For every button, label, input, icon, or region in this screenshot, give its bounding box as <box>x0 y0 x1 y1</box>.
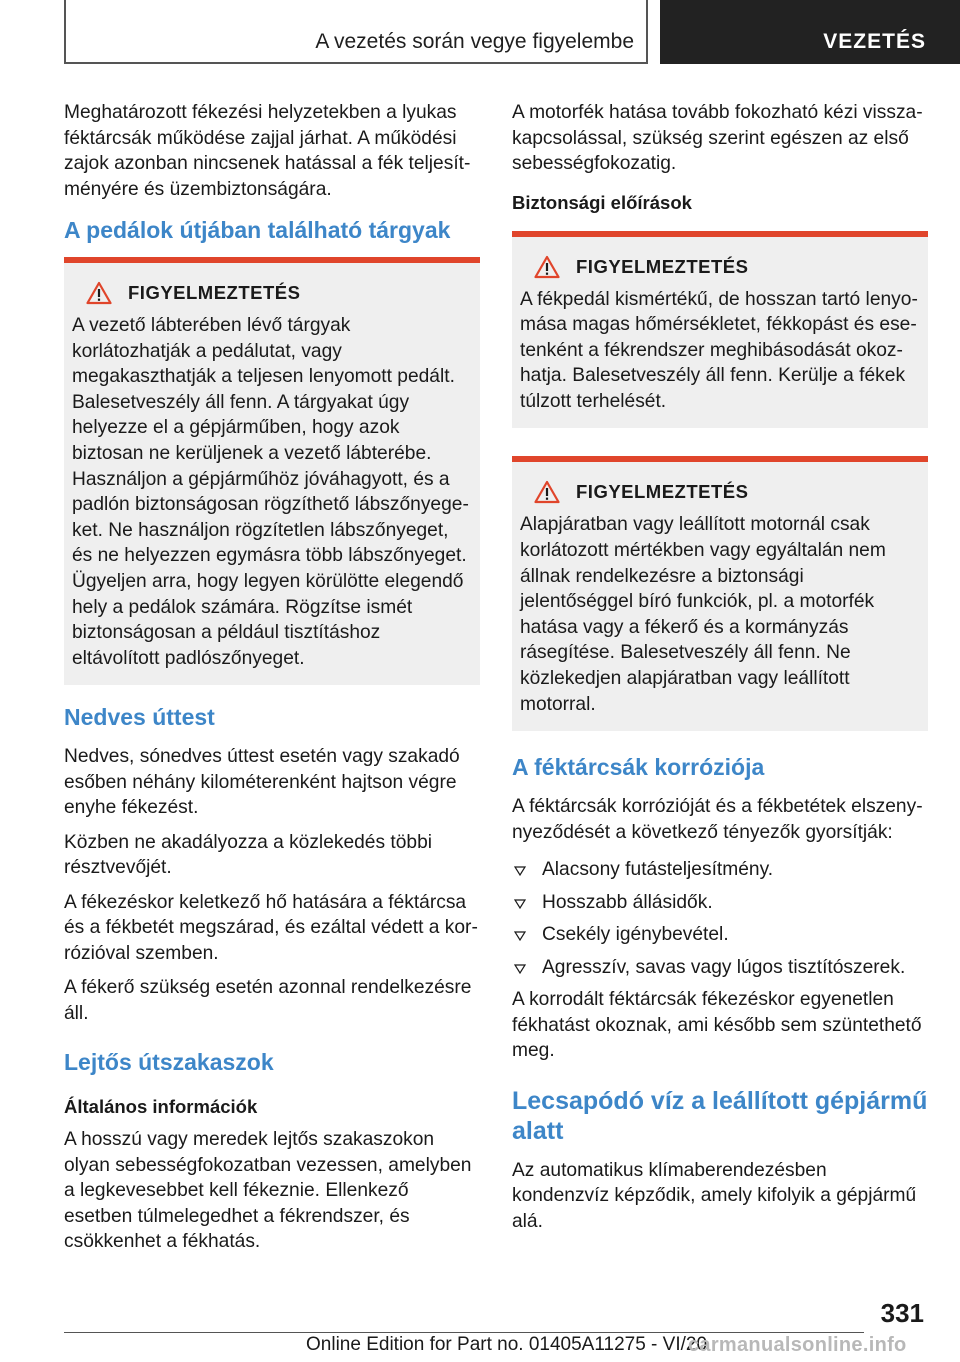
warning-title: FIGYELMEZTETÉS <box>128 282 301 303</box>
warning-title: FIGYELMEZTETÉS <box>576 255 749 277</box>
slopes-paragraph: A hosszú vagy meredek lejtős szakaszokon olyan sebességfokozatban vezessen, amelyben a legkevesebbet kell fékeznie. Ellenkező esetben túlmelegedhet a fékrendszer, és csökkenhet a fékhatás. <box>64 1129 472 1253</box>
warning-title: FIGYELMEZTETÉS <box>576 481 749 503</box>
warning-box-pedals <box>64 257 480 685</box>
corrosion-list <box>512 857 928 980</box>
watermark: carmanualsonline.info <box>688 1334 907 1356</box>
corrosion-heading: A féktárcsák korróziója <box>512 754 765 781</box>
chapter-title: A vezetés során vegye figyelembe <box>315 30 634 53</box>
warning-triangle-icon <box>86 281 112 305</box>
warning-header <box>520 480 918 504</box>
triangle-bullet-icon <box>514 866 526 876</box>
warning-triangle-icon <box>534 480 560 504</box>
condensate-heading: Lecsapódó víz a leállított gépjármű alatt <box>512 1086 928 1145</box>
intro-paragraph: Meghatározott fékezési helyzetekben a lyukas féktárcsák működése zajjal járhat. A működési zajok azonban nincsenek hatással a fék teljesítményére és üzembiztonságára. <box>64 102 471 200</box>
general-info-subheading: Általános információk <box>64 1096 258 1118</box>
left-column <box>64 100 480 1264</box>
edition-label: Online Edition for Part no. 01405A11275 - VI/20 <box>306 1334 708 1355</box>
warning-header <box>72 281 470 305</box>
slopes-heading: Lejtős útszakaszok <box>64 1049 274 1076</box>
warning-box-idle <box>512 456 928 731</box>
wet-paragraph-1: Nedves, sónedves úttest esetén vagy szakadó esőben néhány kilométerenként hajtson végre enyhe fékezést. <box>64 746 460 819</box>
wet-paragraph-3: A fékezéskor keletkező hő hatására a féktárcsa és a fékbetét megszárad, és ezáltal védett a korrózióval szemben. <box>64 891 478 964</box>
safety-subheading: Biztonsági előírások <box>512 191 692 213</box>
wet-road-heading: Nedves úttest <box>64 704 215 731</box>
warning-text: A fékpedál kismértékű, de hosszan tartó lenyomása magas hőmérsékletet, fékkopást és esetenként a fékrendszer meghibásodását okozhatja. Balesetveszély áll fenn. Kerülje a fékek túlzott terhelését. <box>520 288 918 412</box>
pedals-heading: A pedálok útjában található tárgyak <box>64 217 451 243</box>
list-item <box>512 890 928 916</box>
warning-text: A vezető lábterében lévő tárgyak korlátozhatják a pedálutat, vagy megakaszthatják a teljesen lenyomott pedált. Balesetveszély áll fenn. A tárgyakat úgy helyezze el a gépjárműben, hogy azok biztosan ne kerüljenek a vezető lábterébe. Használjon a gépjárműhöz jóváhagyott, és a padlón biztonságosan rögzíthető lábszőnyegeket. Ne használjon rögzítetlen lábszőnyeget, és ne helyezzen egymásra több lábszőnyeget. Ügyeljen arra, hogy legyen körülötte elegendő hely a pedálok számára. Rögzítse ismét biztonságosan a például tisztításhoz eltávolított padlószőnyeget. <box>72 315 469 669</box>
list-item-text: Hosszabb állásidők. <box>542 891 713 913</box>
header-chapter-box <box>64 0 648 64</box>
engine-brake-paragraph: A motorfék hatása tovább fokozható kézi visszakapcsolással, szükség szerint egészen az első sebességfokozatig. <box>512 102 923 174</box>
wet-paragraph-2: Közben ne akadályozza a közlekedés többi résztvevőjét. <box>64 831 433 879</box>
list-item <box>512 955 928 981</box>
page-number: 331 <box>880 1298 924 1328</box>
triangle-bullet-icon <box>514 899 526 909</box>
list-item-text: Agresszív, savas vagy lúgos tisztítószerek. <box>542 956 906 978</box>
corrosion-intro: A féktárcsák korrózióját és a fékbetétek elszenynyeződését a következő tényezők gyorsítják: <box>512 796 923 843</box>
footer-divider <box>64 1332 864 1333</box>
condensate-paragraph: Az automatikus klímaberendezésben kondenzvíz képződik, amely kifolyik a gépjármű alá. <box>512 1159 917 1232</box>
right-column <box>512 100 928 1243</box>
list-item <box>512 857 928 883</box>
warning-box-brake-pedal <box>512 231 928 429</box>
warning-header <box>520 255 918 279</box>
corrosion-outro: A korrodált féktárcsák fékezéskor egyenetlen fékhatást okoznak, ami később sem szüntethető meg. <box>512 989 922 1062</box>
header-section-box <box>660 0 960 64</box>
warning-triangle-icon <box>534 255 560 279</box>
wet-paragraph-4: A fékerő szükség esetén azonnal rendelkezésre áll. <box>64 977 472 1024</box>
list-item-text: Csekély igénybevétel. <box>542 924 729 946</box>
triangle-bullet-icon <box>514 964 526 974</box>
triangle-bullet-icon <box>514 931 526 941</box>
section-label: VEZETÉS <box>823 30 926 53</box>
list-item <box>512 922 928 948</box>
warning-text: Alapjáratban vagy leállított motornál csak korlátozott mértékben vagy egyáltalán nem állnak rendelkezésre a biztonsági jelentőséggel bíró funkciók, pl. a motorfék hatása vagy a fékerő és a kormányzás rásegítése. Balesetveszély áll fenn. Ne közlekedjen alapjáratban vagy leállított motorral. <box>520 514 886 715</box>
list-item-text: Alacsony futásteljesítmény. <box>542 859 774 881</box>
